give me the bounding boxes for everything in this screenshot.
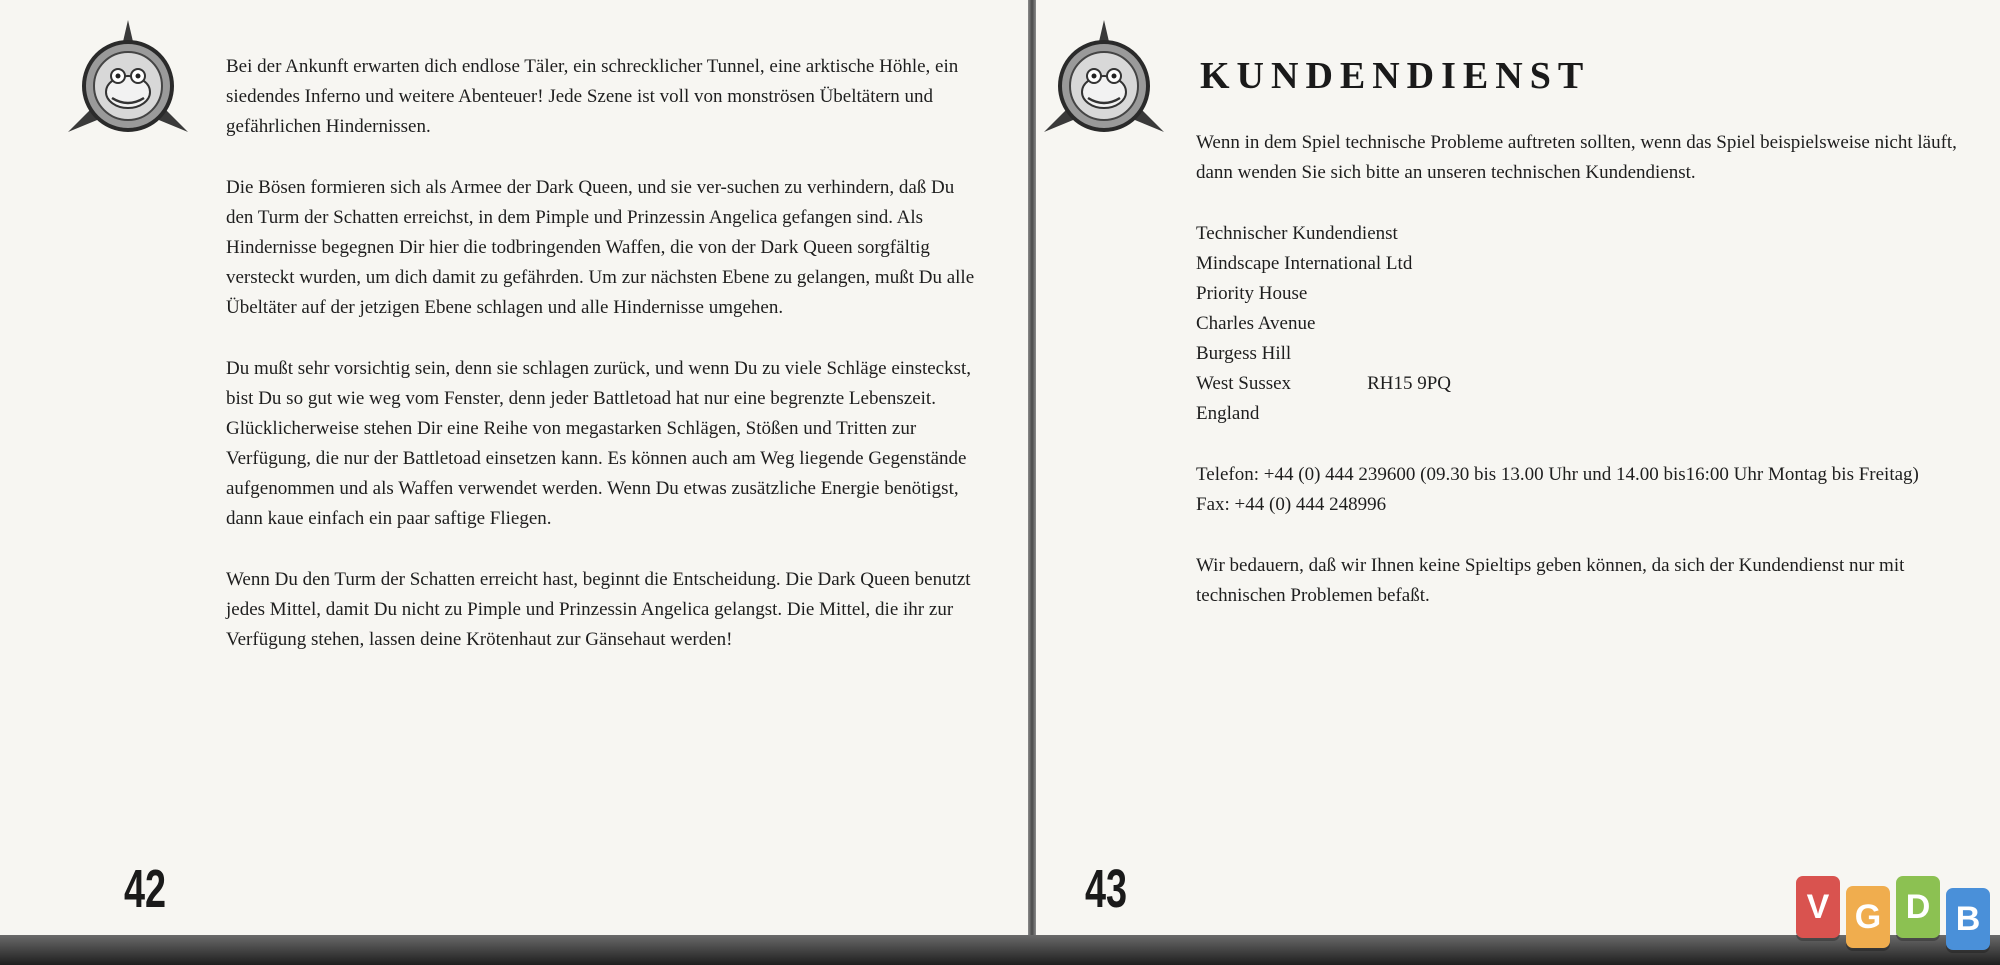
county: West Sussex [1196, 373, 1292, 394]
paragraph: Bei der Ankunft erwarten dich endlose Täler, ein schrecklicher Tunnel, eine arktische Höhle, ein siedendes Inferno und weitere Abenteuer! Jede Szene ist voll von monströsen Übeltätern und gefährlichen Hindernissen. [226, 56, 959, 137]
spiked-toad-emblem-icon [68, 20, 188, 140]
address-line: Burgess Hill [1196, 343, 1292, 364]
book-gutter [1028, 0, 1036, 945]
postcode: RH15 9PQ [1367, 373, 1451, 394]
address-line-county [1196, 369, 1986, 399]
watermark-tile: D [1896, 876, 1940, 938]
contact-block [1196, 460, 1986, 520]
paragraph: Die Bösen formieren sich als Armee der Dark Queen, und sie ver-suchen zu verhindern, daß Du den Turm der Schatten erreichst, in dem Pimple und Prinzessin Angelica gefangen sind. Als Hindernisse begegnen Dir hier die todbringenden Waffen, die von der Dark Queen sorgfältig versteckt wurden, um dich damit zu gefährden. Um zur nächsten Ebene zu gelangen, mußt Du alle Übeltäter auf der jetzigen Ebene schlagen und alle Hindernisse umgehen. [226, 177, 975, 318]
address-line: England [1196, 403, 1260, 424]
address-line: Priority House [1196, 283, 1308, 304]
vgdb-watermark-logo [1796, 876, 1990, 951]
watermark-tile: G [1846, 886, 1890, 948]
page-number-left: 42 [124, 859, 167, 919]
watermark-tile: V [1796, 876, 1840, 938]
right-page [1036, 0, 2000, 945]
right-body-text [1196, 128, 1986, 642]
left-body-text [226, 52, 986, 686]
spiked-toad-emblem-icon [1044, 20, 1164, 140]
page-bottom-edge [0, 935, 2000, 965]
paragraph: Du mußt sehr vorsichtig sein, denn sie schlagen zurück, und wenn Du zu viele Schläge einsteckst, bist Du so gut wie weg vom Fenster, denn jeder Battletoad hat nur eine begrenzte Lebenszeit. Glücklicherweise stehen Dir eine Reihe von megastarken Schlägen, Stößen und Tritten zur Verfügung, die nur der Battletoad einsetzen kann. Es können auch am Weg liegende Gegenstände aufgenommen und als Waffen verwendet werden. Wenn Du etwas zusätzliche Energie benötigst, dann kaue einfach ein paar saftige Fliegen. [226, 358, 972, 529]
fax-line: Fax: +44 (0) 444 248996 [1196, 494, 1387, 515]
intro-paragraph: Wenn in dem Spiel technische Probleme auftreten sollten, wenn das Spiel beispielsweise nicht läuft, dann wenden Sie sich bitte an unseren technischen Kundendienst. [1196, 132, 1957, 183]
address-line: Mindscape International Ltd [1196, 253, 1413, 274]
paragraph: Wenn Du den Turm der Schatten erreicht hast, beginnt die Entscheidung. Die Dark Queen benutzt jedes Mittel, damit Du nicht zu Pimple und Prinzessin Angelica gelangst. Die Mittel, die ihr zur Verfügung stehen, lassen deine Krötenhaut zur Gänsehaut werden! [226, 569, 971, 650]
address-line: Technischer Kundendienst [1196, 223, 1398, 244]
phone-line: Telefon: +44 (0) 444 239600 (09.30 bis 13.00 Uhr und 14.00 bis16:00 Uhr Montag bis Freitag) [1196, 464, 1919, 485]
page-number-right: 43 [1085, 859, 1128, 919]
address-block [1196, 219, 1986, 429]
closing-paragraph: Wir bedauern, daß wir Ihnen keine Spieltips geben können, da sich der Kundendienst nur mit technischen Problemen befaßt. [1196, 555, 1905, 606]
page-title: KUNDENDIENST [1200, 55, 1591, 97]
watermark-tile: B [1946, 888, 1990, 950]
address-line: Charles Avenue [1196, 313, 1316, 334]
